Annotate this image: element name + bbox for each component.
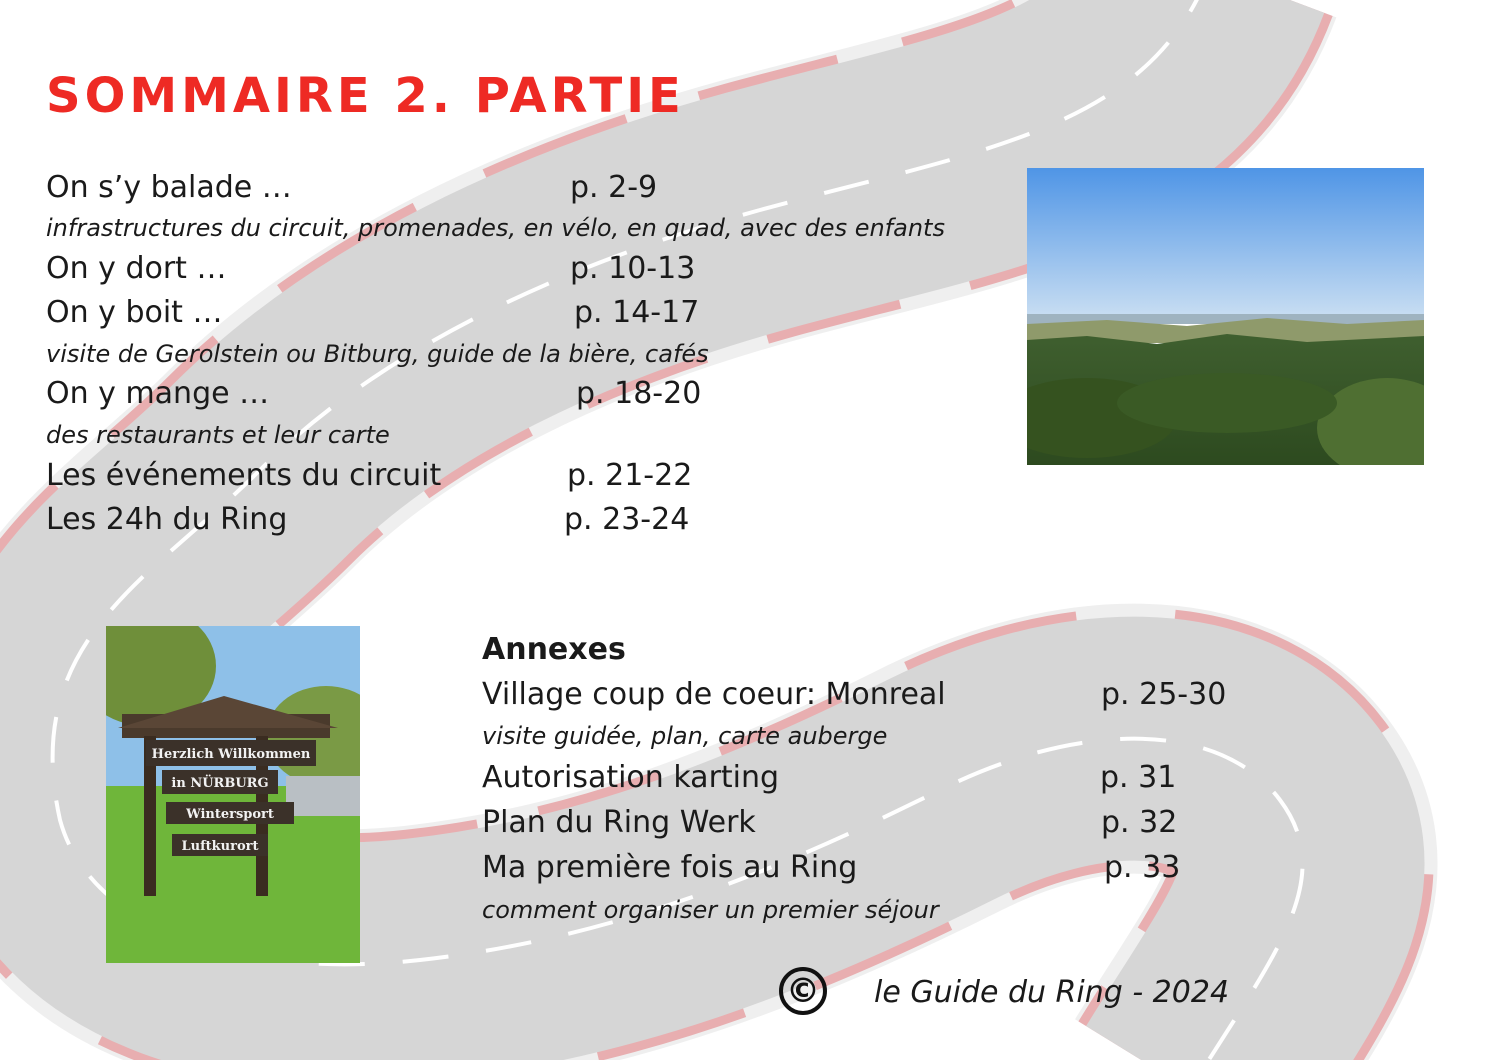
landscape-photo xyxy=(1027,168,1424,465)
page-title: SOMMAIRE 2. PARTIE xyxy=(46,68,685,124)
annex-page-premiere-fois: p. 33 xyxy=(1104,850,1181,885)
annex-entry-premiere-fois: Ma première fois au Ring xyxy=(482,850,858,885)
contents-page-dort: p. 10-13 xyxy=(570,251,696,286)
contents-entry-dort: On y dort … xyxy=(46,251,227,286)
contents-page-24h: p. 23-24 xyxy=(564,502,690,537)
contents-entry-balade: On s’y balade … xyxy=(46,170,292,205)
contents-entry-boit: On y boit … xyxy=(46,295,223,330)
annex-entry-ring-werk: Plan du Ring Werk xyxy=(482,805,756,840)
annex-page-karting: p. 31 xyxy=(1100,760,1177,795)
contents-entry-24h: Les 24h du Ring xyxy=(46,502,288,537)
sign-line-1: Herzlich Willkommen xyxy=(151,747,311,762)
contents-page-balade: p. 2-9 xyxy=(570,170,658,205)
nurburg-sign-photo xyxy=(106,626,360,963)
copyright-icon: © xyxy=(779,967,827,1015)
annex-sub-monreal: visite guidée, plan, carte auberge xyxy=(482,722,888,750)
contents-sub-boit: visite de Gerolstein ou Bitburg, guide de la bière, cafés xyxy=(46,340,709,368)
contents-entry-evenements: Les événements du circuit xyxy=(46,458,442,493)
sign-line-4: Luftkurort xyxy=(181,839,259,854)
footer-credit: le Guide du Ring - 2024 xyxy=(874,975,1230,1010)
contents-sub-balade: infrastructures du circuit, promenades, en vélo, en quad, avec des enfants xyxy=(46,214,945,242)
annex-sub-premiere-fois: comment organiser un premier séjour xyxy=(482,896,939,924)
contents-page-evenements: p. 21-22 xyxy=(567,458,693,493)
annex-entry-karting: Autorisation karting xyxy=(482,760,780,795)
annex-page-ring-werk: p. 32 xyxy=(1101,805,1178,840)
annexes-heading: Annexes xyxy=(482,632,626,667)
annex-page-monreal: p. 25-30 xyxy=(1101,677,1227,712)
contents-sub-mange: des restaurants et leur carte xyxy=(46,421,390,449)
sign-line-2: in NÜRBURG xyxy=(171,776,269,791)
contents-page-mange: p. 18-20 xyxy=(576,376,702,411)
contents-entry-mange: On y mange … xyxy=(46,376,270,411)
annex-entry-monreal: Village coup de coeur: Monreal xyxy=(482,677,946,712)
contents-page-boit: p. 14-17 xyxy=(574,295,700,330)
sign-line-3: Wintersport xyxy=(186,807,274,822)
